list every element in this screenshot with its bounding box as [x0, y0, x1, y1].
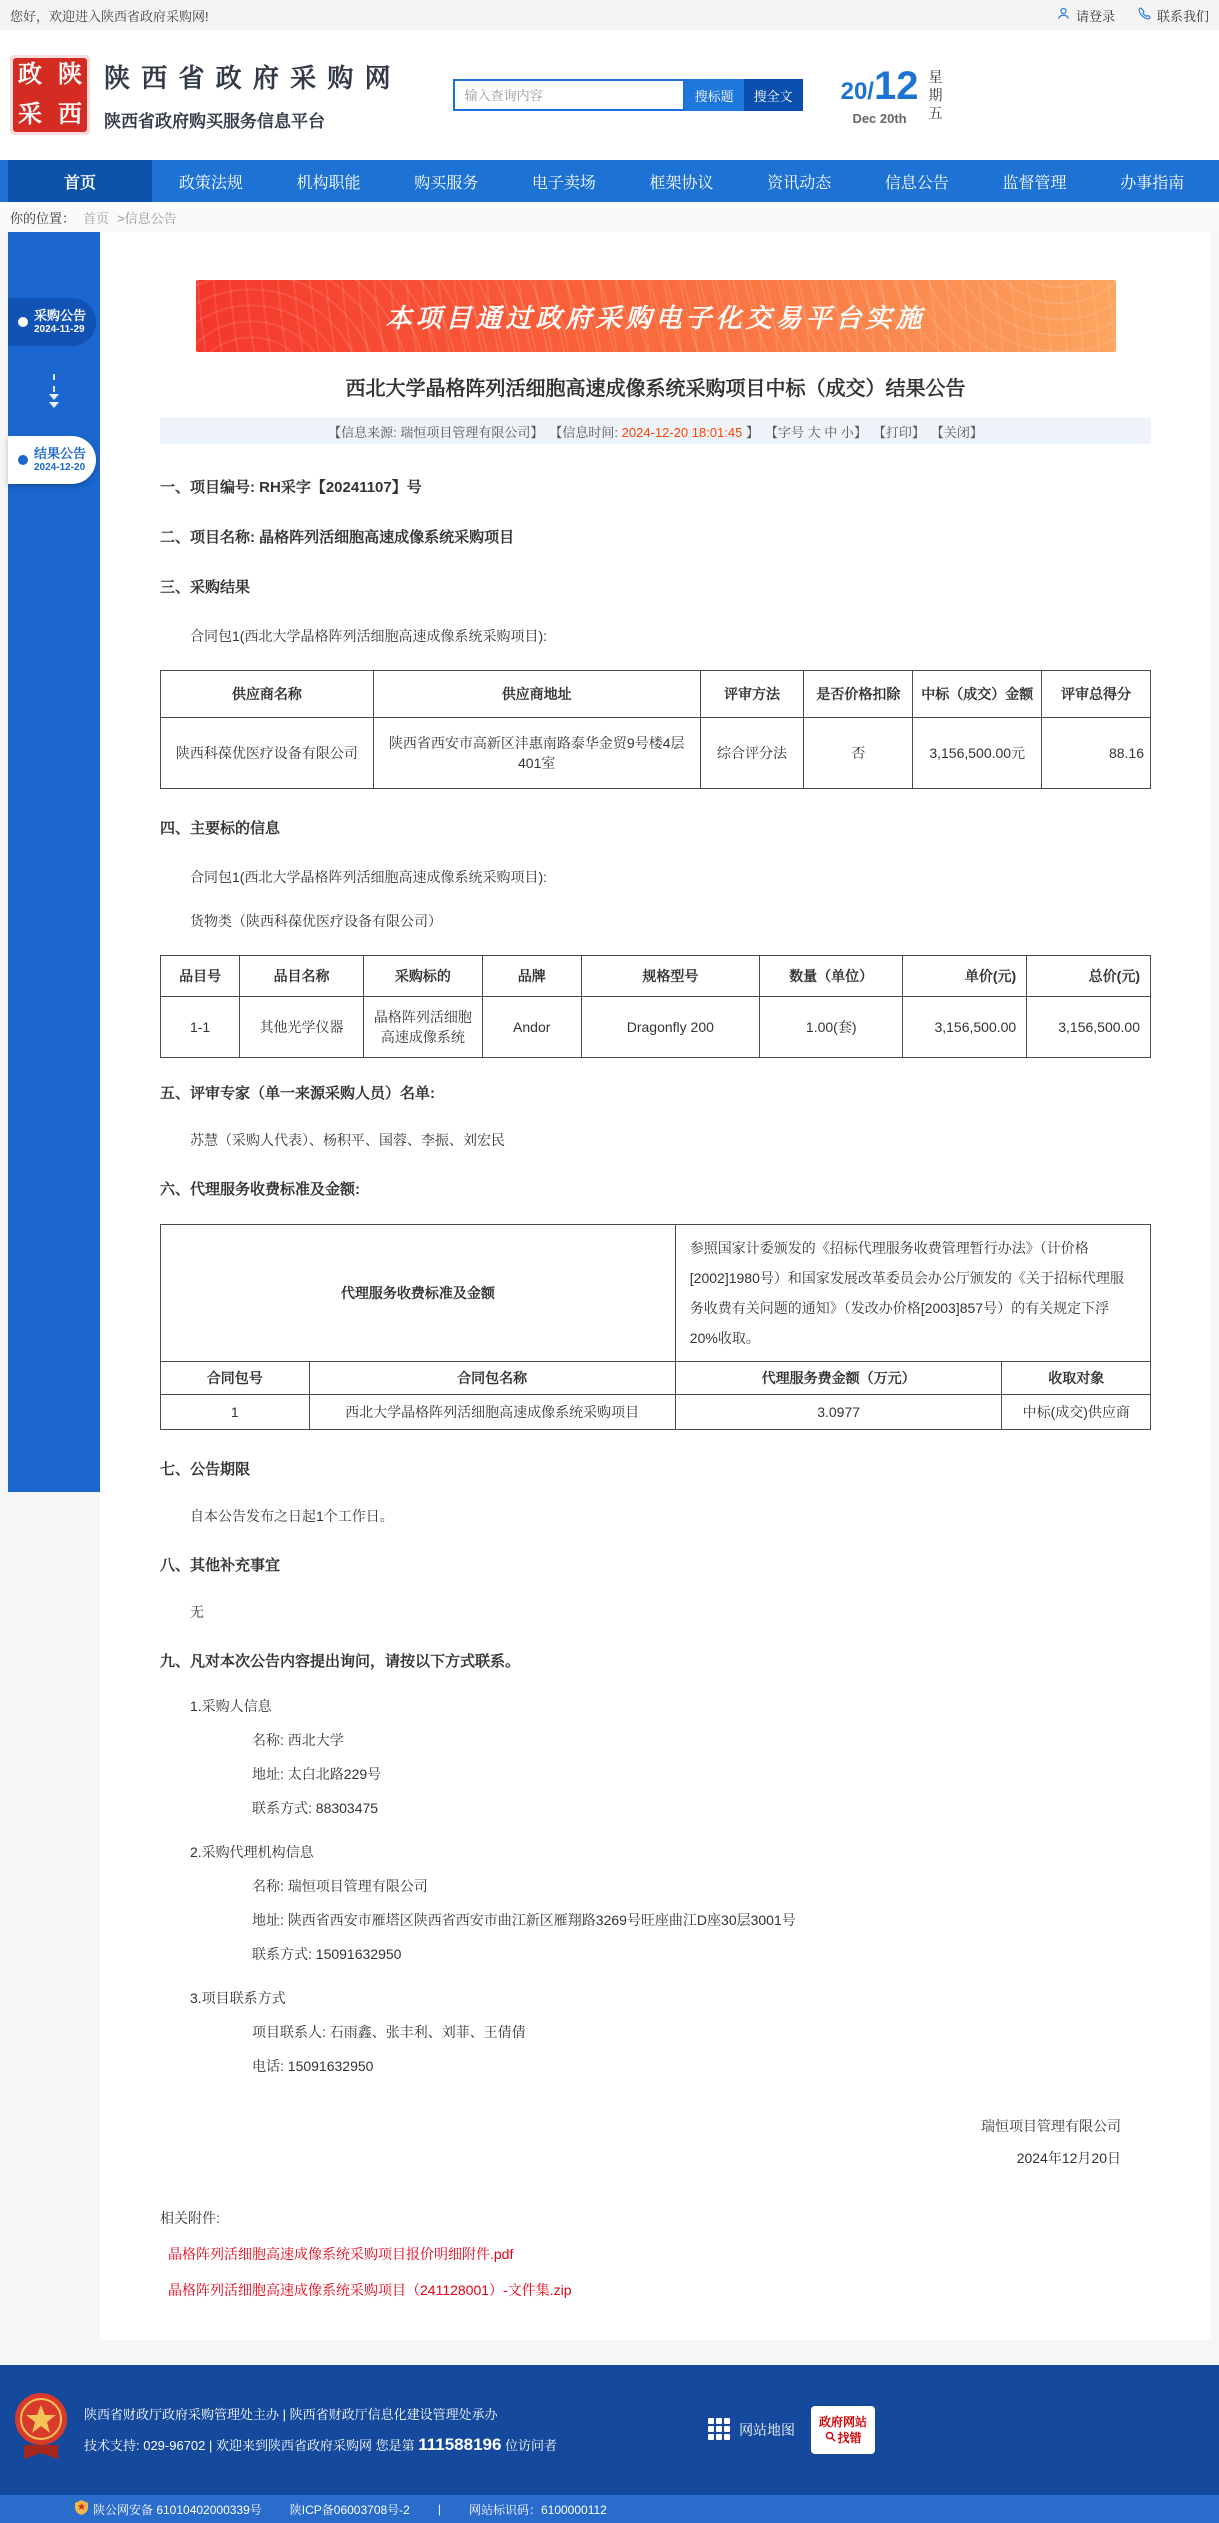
purchaser-info-title: 1.采购人信息: [190, 1698, 272, 1714]
meta-time-value: 2024-12-20 18:01:45: [621, 424, 743, 440]
close-button[interactable]: 【关闭】: [930, 424, 983, 440]
agency-fee-table: 代理服务收费标准及金额 参照国家计委颁发的《招标代理服务收费管理暂行办法》（计价格[2002]1980号）和国家发展改革委员会办公厅颁发的《关于招标代理服务收费有关问题的通知》（发改办价格[2003]857号）的有关规定下浮20%收取。 合同包号 合同包名称 代理服务费金额（万元） 收取对象 1 西北大学晶格阵列活细胞高速成像系统采购项目 3.0977 中标(成交)供应商: [160, 1224, 1151, 1430]
other-matters-text: 无: [190, 1604, 204, 1620]
subject-detail-table: 品目号 品目名称 采购标的 品牌 规格型号 数量（单位） 单价(元) 总价(元) 1-1 其他光学仪器 晶格阵列活细胞高速成像系统 Andor Dragonfly 200 1.00(套) 3,156,500.00 3,156,500.00: [160, 955, 1151, 1058]
shield-icon: [75, 2500, 88, 2518]
attachment-link-zip[interactable]: 晶格阵列活细胞高速成像系统采购项目（241128001）-文件集.zip: [168, 2282, 572, 2298]
signature-block: [160, 2110, 1151, 2174]
timeline-sidebar: [8, 232, 100, 1492]
sitemap-link[interactable]: 网站地图: [707, 2417, 795, 2444]
fee-standard-text: 参照国家计委颁发的《招标代理服务收费管理暂行办法》（计价格[2002]1980号）和国家发展改革委员会办公厅颁发的《关于招标代理服务收费有关问题的通知》（发改办价格[2003]857号）的有关规定下浮20%收取。: [675, 1225, 1150, 1362]
breadcrumb-current[interactable]: >信息公告: [117, 210, 177, 226]
main-nav: [0, 160, 1219, 202]
section-project-number: 一、项目编号: RH采字【20241107】号: [160, 479, 422, 496]
emblem-icon: [12, 2391, 70, 2470]
nav-item-news[interactable]: 资讯动态: [767, 174, 832, 192]
search-input[interactable]: [453, 79, 685, 111]
section-other-matters: 八、其他补充事宜: [160, 1557, 281, 1574]
project-contact-title: 3.项目联系方式: [190, 1990, 286, 2006]
phone-icon: [1137, 6, 1152, 24]
article-card: [100, 232, 1211, 2340]
section-experts: 五、评审专家（单一来源采购人员）名单:: [160, 1085, 435, 1102]
site-code-text: 网站标识码：6100000112: [468, 2502, 607, 2517]
table2-caption-category: 货物类（陕西科葆优医疗设备有限公司）: [190, 913, 442, 929]
weekday-label: 星 期 五: [928, 69, 943, 121]
breadcrumb-home[interactable]: 首页: [83, 210, 110, 226]
nav-item-framework[interactable]: 框架协议: [649, 174, 714, 192]
contact-us-link[interactable]: 联系我们: [1137, 6, 1209, 25]
gov-site-error-report-badge[interactable]: 政府网站 找错: [811, 2406, 875, 2454]
search-title-button[interactable]: 搜标题: [685, 79, 744, 111]
table1-caption: 合同包1(西北大学晶格阵列活细胞高速成像系统采购项目):: [190, 628, 547, 644]
date-widget: 20/12 Dec 20th 星 期 五: [840, 64, 943, 126]
meta-source: 【信息来源: 瑞恒项目管理有限公司】: [328, 424, 544, 440]
timeline-arrow-down-icon: [8, 374, 100, 408]
visitor-count: 111588196: [418, 2434, 502, 2454]
user-icon: [1056, 6, 1071, 24]
search-bar: [453, 79, 803, 111]
supplier-result-table: 供应商名称 供应商地址 评审方法 是否价格扣除 中标（成交）金额 评审总得分 陕西科葆优医疗设备有限公司 陕西省西安市高新区沣惠南路泰华金贸9号楼4层401室 综合评分法 否 3,156,500.00元 88.16: [160, 670, 1151, 789]
project-contact-phone: 电话: 15091632950: [252, 2058, 374, 2074]
meta-time: 【信息时间: 2024-12-20 18:01:45 】: [549, 424, 759, 440]
timeline-step-result-notice[interactable]: 结果公告 2024-12-20: [8, 436, 96, 484]
nav-item-supervision[interactable]: 监督管理: [1002, 174, 1067, 192]
section-agency-fee: 六、代理服务收费标准及金额:: [160, 1181, 360, 1198]
nav-item-purchase-services[interactable]: 购买服务: [414, 174, 479, 192]
nav-item-functions[interactable]: 机构职能: [296, 174, 361, 192]
site-logo[interactable]: 政 陕 采 西: [10, 55, 90, 135]
purchaser-address: 地址: 太白北路229号: [252, 1766, 382, 1782]
section-notice-period: 七、公告期限: [160, 1461, 251, 1478]
table-row: 陕西科葆优医疗设备有限公司 陕西省西安市高新区沣惠南路泰华金贸9号楼4层401室 综合评分法 否 3,156,500.00元 88.16: [161, 718, 1151, 789]
table-row: 1-1 其他光学仪器 晶格阵列活细胞高速成像系统 Andor Dragonfly 200 1.00(套) 3,156,500.00 3,156,500.00: [161, 997, 1151, 1058]
site-subtitle: 陕西省政府购买服务信息平台: [104, 112, 325, 131]
footer-organizer-line: 陕西省财政厅政府采购管理处主办 | 陕西省财政厅信息化建设管理处承办: [84, 2406, 498, 2422]
icp-record-text: 陕ICP备06003708号-2: [289, 2502, 410, 2517]
table-row: 1 西北大学晶格阵列活细胞高速成像系统采购项目 3.0977 中标(成交)供应商: [161, 1395, 1151, 1430]
footer-legal-strip: 陕公网安备 61010402000339号 陕ICP备06003708号-2 | 网站标识码：6100000112: [0, 2495, 1219, 2523]
site-title: 陕 西 省 政 府 采 购 网: [104, 63, 393, 93]
print-button[interactable]: 【打印】: [872, 424, 925, 440]
fee-standard-label: 代理服务收费标准及金额: [161, 1225, 676, 1362]
purchaser-name: 名称: 西北大学: [252, 1732, 344, 1748]
footer: [0, 2365, 1219, 2495]
topbar: [0, 0, 1219, 30]
table2-caption-package: 合同包1(西北大学晶格阵列活细胞高速成像系统采购项目):: [190, 869, 547, 885]
font-size-control[interactable]: 【字号 大 中 小】: [764, 424, 867, 440]
attachments-label: 相关附件:: [160, 2210, 220, 2226]
nav-item-policies[interactable]: 政策法规: [178, 174, 243, 192]
section-main-subject-info: 四、主要标的信息: [160, 820, 281, 837]
site-header: [0, 30, 1219, 160]
attachment-link-pdf[interactable]: 晶格阵列活细胞高速成像系统采购项目报价明细附件.pdf: [168, 2246, 514, 2262]
welcome-text: 您好，欢迎进入陕西省政府采购网!: [10, 8, 209, 24]
section-procurement-result: 三、采购结果: [160, 579, 251, 596]
nav-item-guide[interactable]: 办事指南: [1120, 174, 1185, 192]
purchaser-phone: 联系方式: 88303475: [252, 1800, 379, 1816]
agency-info-title: 2.采购代理机构信息: [190, 1844, 314, 1860]
magnifier-icon: [825, 2430, 836, 2446]
step-dot: [18, 455, 28, 465]
step-dot: [18, 317, 28, 327]
page-title: 西北大学晶格阵列活细胞高速成像系统采购项目中标（成交）结果公告: [345, 378, 966, 400]
date-english: Dec 20th: [852, 111, 907, 126]
agency-phone: 联系方式: 15091632950: [252, 1946, 402, 1962]
agency-address: 地址: 陕西省西安市雁塔区陕西省西安市曲江新区雁翔路3269号旺座曲江D座30层3001号: [252, 1912, 796, 1928]
experts-names: 苏慧（采购人代表）、杨积平、国蓉、李振、刘宏民: [190, 1132, 505, 1148]
breadcrumb: 你的位置： 首页 >信息公告: [0, 202, 1219, 232]
section-inquiry-contacts: 九、凡对本次公告内容提出询问，请按以下方式联系。: [160, 1653, 521, 1670]
signature-company: 瑞恒项目管理有限公司: [981, 2118, 1121, 2134]
signature-date: 2024年12月20日: [1016, 2150, 1121, 2166]
timeline-step-procurement-notice[interactable]: 采购公告 2024-11-29: [8, 298, 96, 346]
agency-name: 名称: 瑞恒项目管理有限公司: [252, 1878, 428, 1894]
footer-support-line: 技术支持: 029-96702 | 欢迎来到陕西省政府采购网 您是第 111588196 位访问者: [84, 2434, 558, 2454]
login-link[interactable]: 请登录: [1056, 6, 1115, 25]
nav-item-e-market[interactable]: 电子卖场: [531, 174, 596, 192]
sitemap-grid-icon: [707, 2417, 731, 2444]
nav-item-announcements[interactable]: 信息公告: [884, 174, 949, 192]
project-contact-persons: 项目联系人: 石雨鑫、张丰利、刘菲、王倩倩: [252, 2024, 526, 2040]
article-meta-bar: [160, 418, 1151, 444]
platform-banner: 本项目通过政府采购电子化交易平台实施: [196, 280, 1116, 352]
public-security-record-link[interactable]: 陕公网安备 61010402000339号: [75, 2500, 262, 2518]
notice-period-text: 自本公告发布之日起1个工作日。: [190, 1508, 394, 1524]
section-project-name: 二、项目名称: 晶格阵列活细胞高速成像系统采购项目: [160, 529, 515, 546]
nav-item-home[interactable]: 首页: [8, 160, 152, 202]
search-fulltext-button[interactable]: 搜全文: [744, 79, 803, 111]
